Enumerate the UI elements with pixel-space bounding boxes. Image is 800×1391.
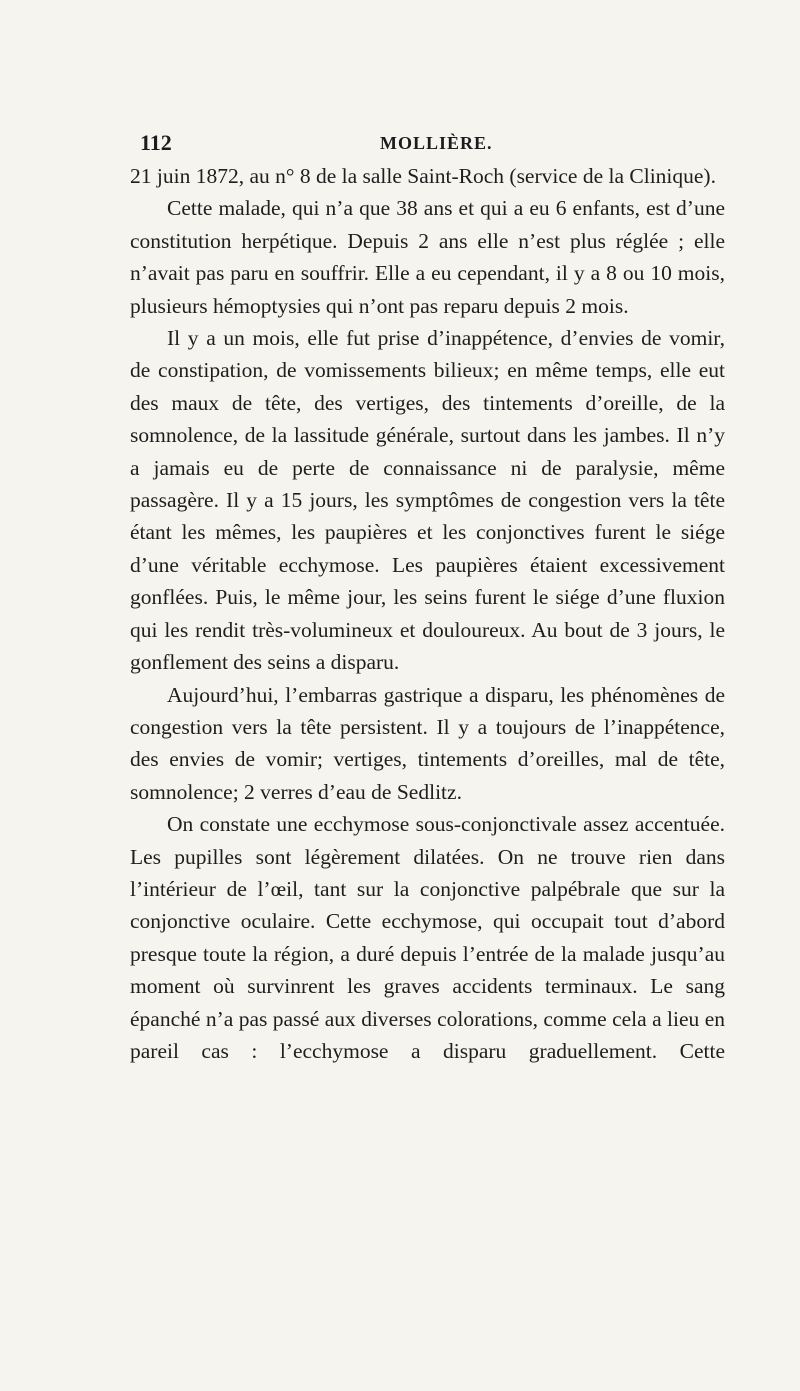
page-number: 112 <box>140 130 172 155</box>
body-text <box>130 160 725 1067</box>
paragraph-today: Aujourd’hui, l’embarras gastrique a disparu, les phénomènes de congestion vers la tête persistent. Il y a toujours de l’inappétence, des envies de vomir; vertiges, tintements d’oreilles, mal de tête, somnolence; 2 verres d’eau de Sedlitz. <box>130 682 725 804</box>
paragraph-symptoms: Il y a un mois, elle fut prise d’inappétence, d’envies de vomir, de constipation, de vomissements bilieux; en même temps, elle eut des maux de tête, des vertiges, des tintements d’oreille, de la somnolence, de la lassitude générale, surtout dans les jambes. Il n’y a jamais eu de perte de connaissance ni de paralysie, même passagère. Il y a 15 jours, les symptômes de congestion vers la tête étant les mêmes, les paupières et les conjonctives furent le siége d’une véritable ecchymose. Les paupières étaient excessivement gonflées. Puis, le même jour, les seins furent le siége d’une fluxion qui les rendit très-volumineux et douloureux. Au bout de 3 jours, le gonflement des seins a disparu. <box>130 326 725 675</box>
running-head: MOLLIÈRE. <box>380 133 493 153</box>
paragraph-patient-history: Cette malade, qui n’a que 38 ans et qui a eu 6 enfants, est d’une constitution herpétique. Depuis 2 ans elle n’est plus réglée ; elle n’avait pas paru en souffrir. Elle a eu cependant, il y a 8 ou 10 mois, plusieurs hémoptysies qui n’ont pas reparu depuis 2 mois. <box>130 196 725 318</box>
page-header <box>140 130 730 156</box>
paragraph-date: 21 juin 1872, au n° 8 de la salle Saint-Roch (service de la Clinique). <box>130 164 716 188</box>
paragraph-examination: On constate une ecchymose sous-conjonctivale assez accentuée. Les pupilles sont légèrement dilatées. On ne trouve rien dans l’intérieur de l’œil, tant sur la conjonctive palpébrale que sur la conjonctive oculaire. Cette ecchymose, qui occupait tout d’abord presque toute la région, a duré depuis l’entrée de la malade jusqu’au moment où survinrent les graves accidents terminaux. Le sang épanché n’a pas passé aux diverses colorations, comme cela a lieu en pareil cas : l’ecchymose a disparu graduellement. Cette <box>130 812 725 1063</box>
